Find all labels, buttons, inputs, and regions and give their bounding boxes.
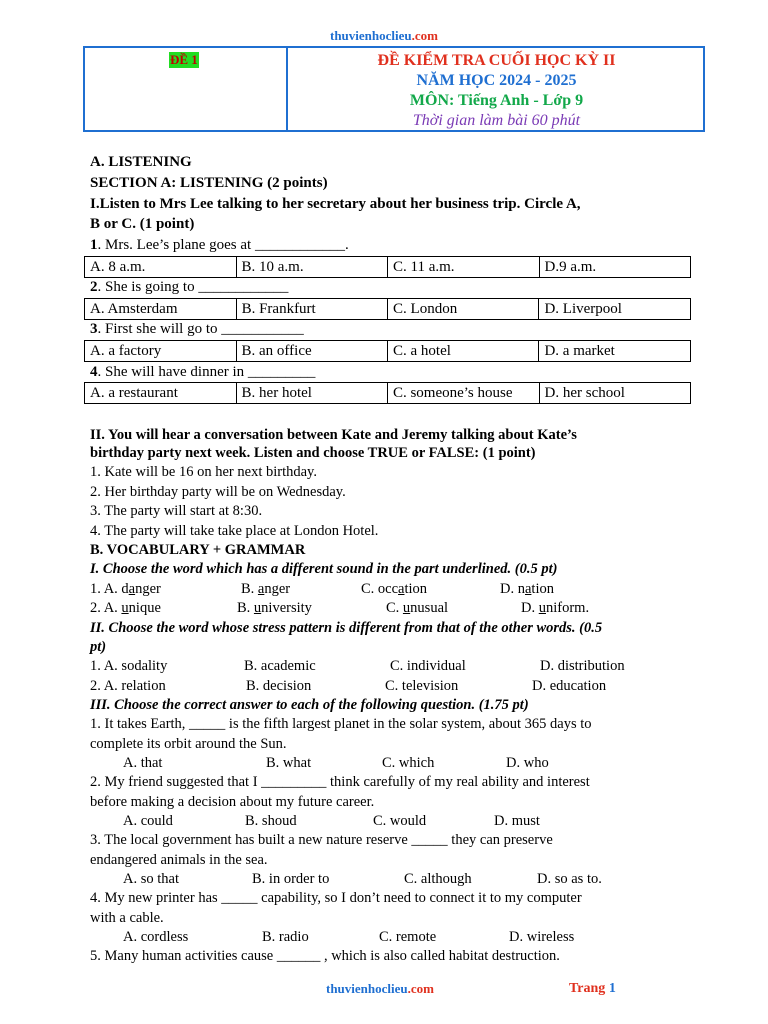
mcq-2-option-b[interactable]: B. shoud [245, 813, 297, 829]
stress-row1-a[interactable]: 1. A. sodality [90, 658, 168, 674]
question-2-options [84, 298, 691, 320]
option-c[interactable]: C. London [388, 299, 539, 320]
mcq-1-option-d[interactable]: D. who [506, 755, 549, 771]
option-d[interactable]: D. her school [539, 383, 690, 404]
option-c[interactable]: C. someone’s house [387, 383, 539, 404]
sound-row2-c[interactable]: C. unusual [386, 600, 449, 616]
option-b[interactable]: B. 10 a.m. [236, 257, 388, 278]
option-d[interactable]: D. a market [539, 341, 691, 362]
option-c[interactable]: C. 11 a.m. [388, 257, 540, 278]
sound-row2-d[interactable]: D. uniform. [521, 600, 590, 616]
school-year: NĂM HỌC 2024 - 2025 [416, 72, 577, 89]
option-b[interactable]: B. an office [236, 341, 387, 362]
question-4-options [84, 382, 691, 404]
option-b[interactable]: B. Frankfurt [236, 299, 387, 320]
stress-row1-d[interactable]: D. distribution [540, 658, 625, 674]
sound-row2-b[interactable]: B. university [237, 600, 312, 616]
part2-instruction: II. You will hear a conversation between Kate and Jeremy talking about Kate’s [90, 427, 577, 443]
part2-instruction-cont: birthday party next week. Listen and choose TRUE or FALSE: (1 point) [90, 445, 536, 461]
vocab-heading: B. VOCABULARY + GRAMMAR [90, 542, 306, 558]
sound-row2-a[interactable]: 2. A. unique [90, 600, 161, 616]
question-2: 2. She is going to ____________ [90, 279, 289, 295]
mcq-1-option-c[interactable]: C. which [382, 755, 435, 771]
stress-instruction: II. Choose the word whose stress pattern is different from that of the other words. (0.5 [90, 620, 603, 636]
question-1-options [84, 256, 691, 278]
mcq-4-stem: 4. My new printer has _____ capability, so I don’t need to connect it to my computer [90, 890, 582, 906]
question-3-options [84, 340, 691, 362]
exam-title: ĐỀ KIỂM TRA CUỐI HỌC KỲ II [377, 52, 616, 69]
stress-row2-c[interactable]: C. television [385, 678, 459, 694]
option-a[interactable]: A. a restaurant [85, 383, 237, 404]
sound-row1-d[interactable]: D. nation [500, 581, 554, 597]
statement-1: 1. Kate will be 16 on her next birthday. [90, 464, 317, 480]
exam-code-badge: ĐỀ 1 [170, 52, 198, 67]
option-c[interactable]: C. a hotel [388, 341, 539, 362]
question-4: 4. She will have dinner in _________ [90, 364, 316, 380]
mcq-4-stem-cont: with a cable. [90, 910, 164, 926]
option-d[interactable]: D.9 a.m. [539, 257, 691, 278]
mcq-1-stem-cont: complete its orbit around the Sun. [90, 736, 287, 752]
mcq-instruction: III. Choose the correct answer to each of the following question. (1.75 pt) [90, 697, 529, 713]
mcq-3-option-a[interactable]: A. so that [123, 871, 179, 887]
stress-row2-b[interactable]: B. decision [246, 678, 312, 694]
site-watermark-top[interactable]: thuvienhoclieu.com [330, 28, 438, 43]
page-number: Trang 1 [569, 981, 616, 996]
mcq-3-stem-cont: endangered animals in the sea. [90, 852, 268, 868]
mcq-2-option-c[interactable]: C. would [373, 813, 427, 829]
sound-row1-b[interactable]: B. anger [241, 581, 291, 597]
mcq-3-stem: 3. The local government has built a new nature reserve _____ they can preserve [90, 832, 553, 848]
stress-instruction-cont: pt) [90, 639, 107, 655]
part1-instruction: I.Listen to Mrs Lee talking to her secretary about her business trip. Circle A, [90, 196, 581, 212]
listening-heading: A. LISTENING [90, 154, 192, 170]
mcq-3-option-b[interactable]: B. in order to [252, 871, 330, 887]
time-limit: Thời gian làm bài 60 phút [412, 112, 581, 129]
option-a[interactable]: A. 8 a.m. [85, 257, 237, 278]
part1-instruction-cont: B or C. (1 point) [90, 216, 195, 232]
mcq-1-option-b[interactable]: B. what [266, 755, 312, 771]
mcq-2-option-a[interactable]: A. could [123, 813, 173, 829]
sound-row1-a[interactable]: 1. A. danger [90, 581, 161, 597]
subject-grade: MÔN: Tiếng Anh - Lớp 9 [409, 92, 584, 109]
mcq-4-option-d[interactable]: D. wireless [509, 929, 575, 945]
mcq-2-stem: 2. My friend suggested that I _________ think carefully of my real ability and interest [90, 774, 590, 790]
mcq-3-option-c[interactable]: C. although [404, 871, 472, 887]
site-watermark-bottom[interactable]: thuvienhoclieu.com [326, 981, 434, 996]
mcq-1-option-a[interactable]: A. that [123, 755, 163, 771]
mcq-2-stem-cont: before making a decision about my future career. [90, 794, 375, 810]
statement-2: 2. Her birthday party will be on Wednesday. [90, 484, 346, 500]
option-a[interactable]: A. a factory [85, 341, 237, 362]
option-a[interactable]: A. Amsterdam [85, 299, 237, 320]
stress-row2-a[interactable]: 2. A. relation [90, 678, 166, 694]
sound-instruction: I. Choose the word which has a different sound in the part underlined. (0.5 pt) [90, 561, 558, 577]
mcq-1-stem: 1. It takes Earth, _____ is the fifth largest planet in the solar system, about 365 days to [90, 716, 592, 732]
mcq-4-option-c[interactable]: C. remote [379, 929, 437, 945]
stress-row2-d[interactable]: D. education [532, 678, 607, 694]
mcq-4-option-a[interactable]: A. cordless [123, 929, 189, 945]
section-a-heading: SECTION A: LISTENING (2 points) [90, 175, 328, 191]
mcq-2-option-d[interactable]: D. must [494, 813, 540, 829]
statement-4: 4. The party will take take place at London Hotel. [90, 523, 379, 539]
mcq-4-option-b[interactable]: B. radio [262, 929, 309, 945]
sound-row1-c[interactable]: C. occation [361, 581, 428, 597]
stress-row1-c[interactable]: C. individual [390, 658, 466, 674]
statement-3: 3. The party will start at 8:30. [90, 503, 263, 519]
mcq-5-stem: 5. Many human activities cause ______ , which is also called habitat destruction. [90, 948, 560, 964]
exam-header-box [83, 46, 705, 132]
mcq-3-option-d[interactable]: D. so as to. [537, 871, 602, 887]
option-d[interactable]: D. Liverpool [539, 299, 691, 320]
question-1: 1. Mrs. Lee’s plane goes at ____________. [90, 237, 349, 253]
option-b[interactable]: B. her hotel [236, 383, 387, 404]
question-3: 3. First she will go to ___________ [90, 321, 304, 337]
stress-row1-b[interactable]: B. academic [244, 658, 316, 674]
